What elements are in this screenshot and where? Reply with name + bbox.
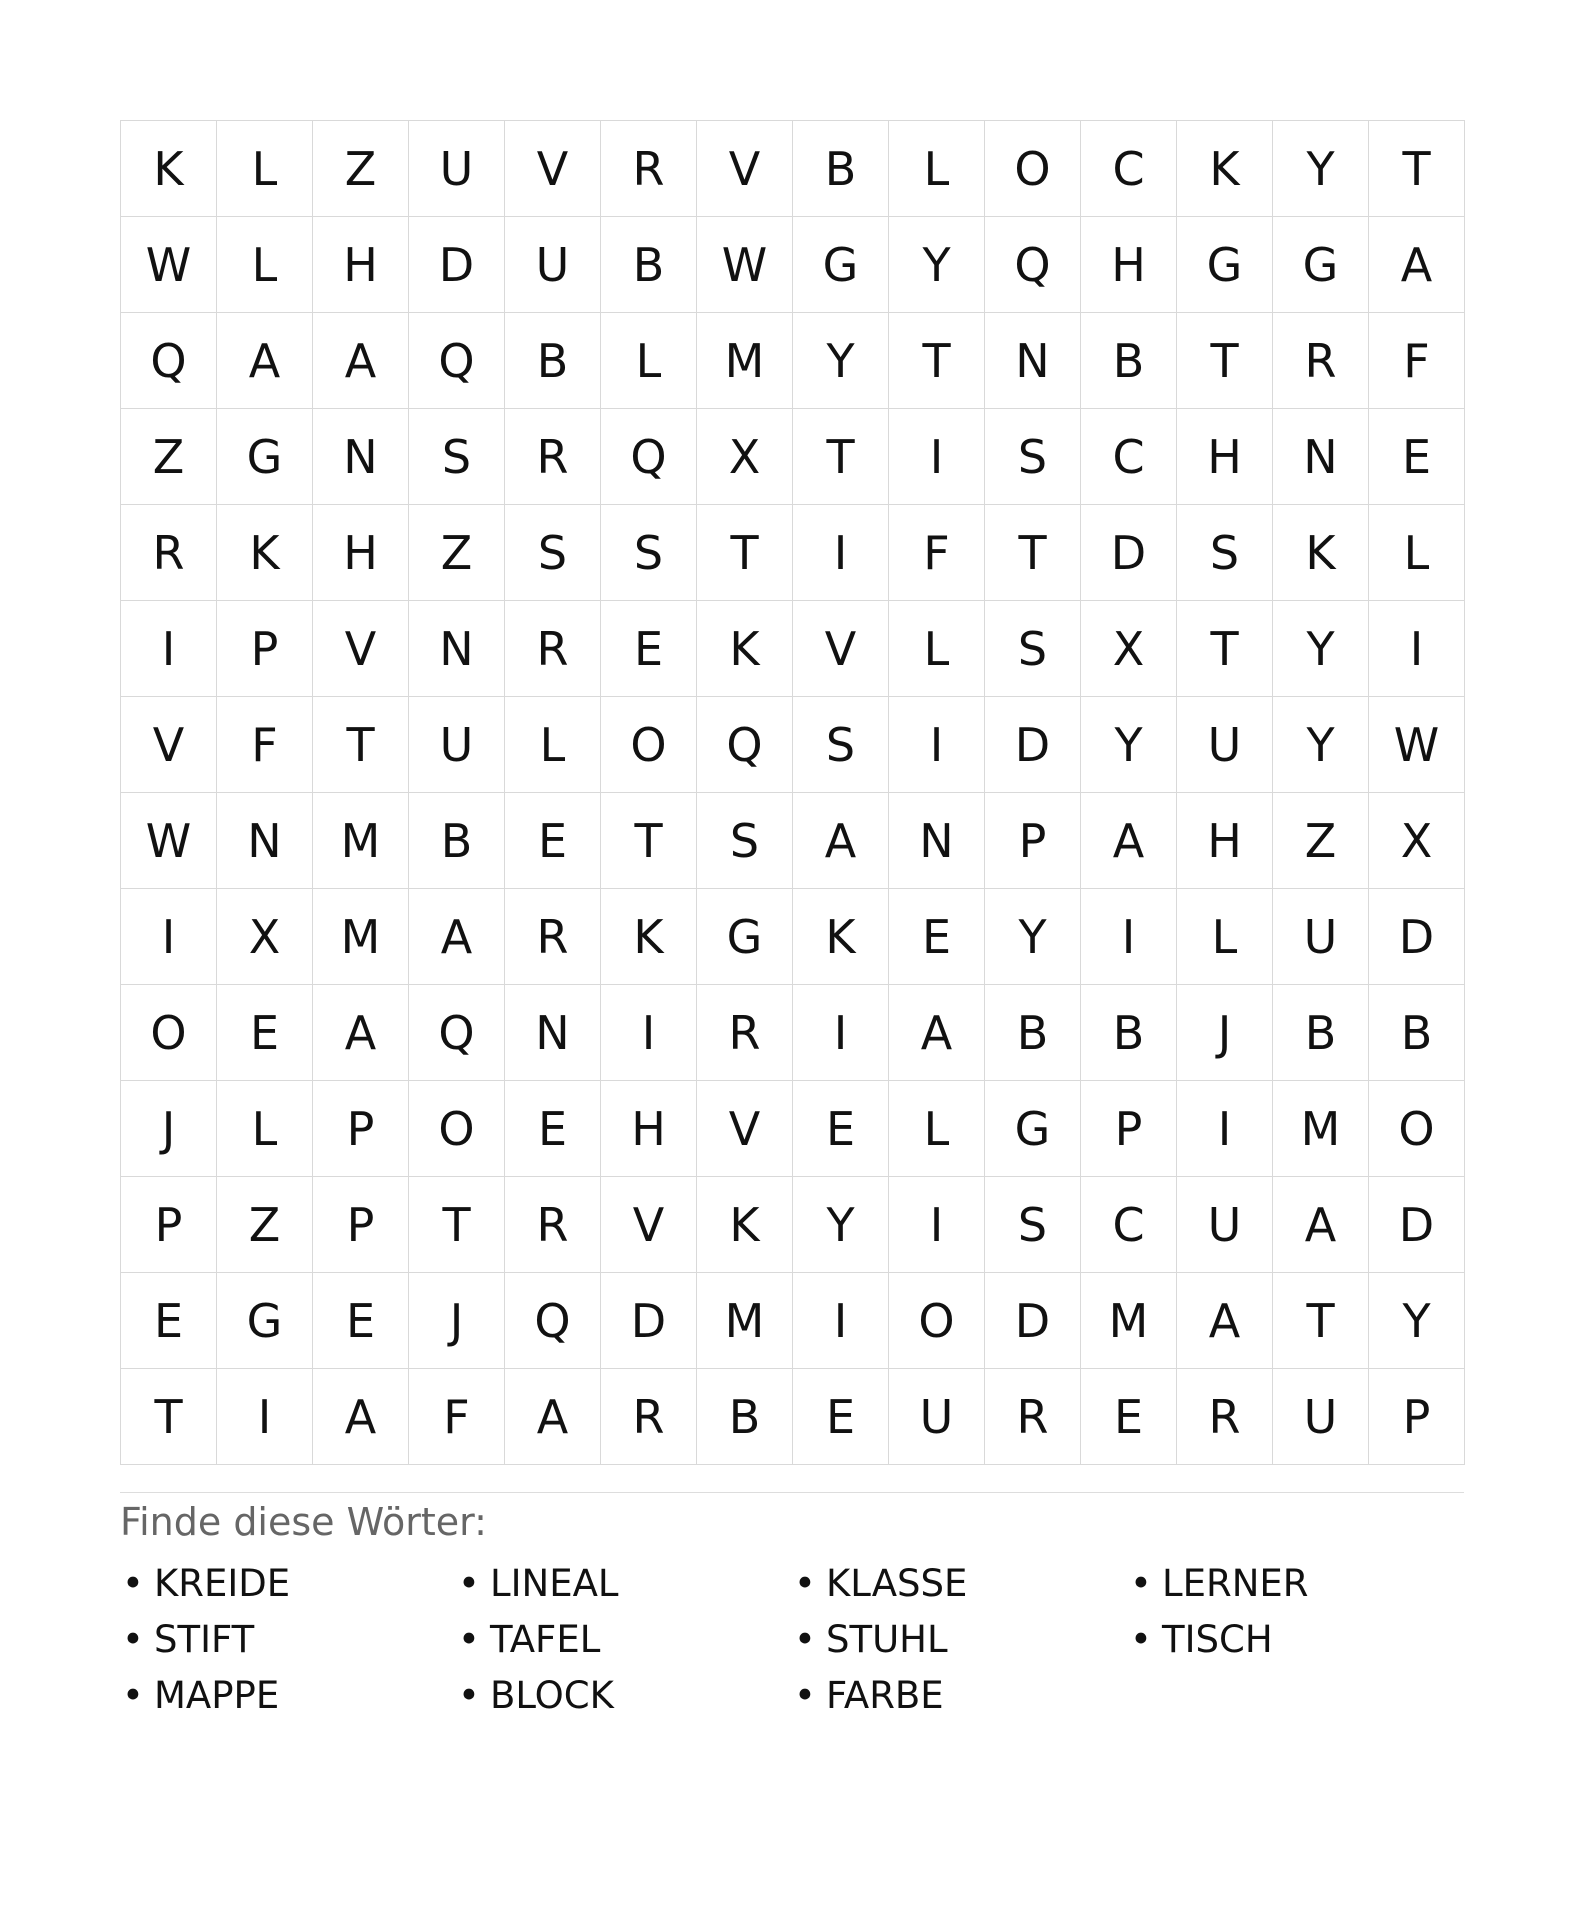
word-label: MAPPE xyxy=(154,1674,280,1717)
grid-cell[interactable]: T xyxy=(1273,1273,1369,1369)
word-list-item xyxy=(792,1612,1128,1668)
grid-cell[interactable]: F xyxy=(889,505,985,601)
grid-cell[interactable]: R xyxy=(121,505,217,601)
grid-cell[interactable]: L xyxy=(217,217,313,313)
word-list-item xyxy=(456,1612,792,1668)
grid-cell[interactable]: N xyxy=(409,601,505,697)
grid-cell[interactable]: L xyxy=(601,313,697,409)
grid-cell[interactable]: U xyxy=(1177,697,1273,793)
grid-cell[interactable]: Q xyxy=(985,217,1081,313)
grid-cell[interactable]: H xyxy=(1081,217,1177,313)
grid-cell[interactable]: Y xyxy=(1369,1273,1465,1369)
grid-cell[interactable]: I xyxy=(889,1177,985,1273)
grid-cell[interactable]: I xyxy=(889,409,985,505)
grid-cell[interactable]: A xyxy=(1081,793,1177,889)
grid-cell[interactable]: E xyxy=(793,1081,889,1177)
grid-cell[interactable]: N xyxy=(217,793,313,889)
grid-cell[interactable]: A xyxy=(217,313,313,409)
letter-grid xyxy=(120,120,1465,1465)
grid-cell[interactable]: V xyxy=(697,121,793,217)
grid-cell[interactable]: T xyxy=(409,1177,505,1273)
grid-cell[interactable]: R xyxy=(1177,1369,1273,1465)
grid-cell[interactable]: Y xyxy=(793,1177,889,1273)
bullet-icon: • xyxy=(122,1618,144,1661)
grid-cell[interactable]: O xyxy=(985,121,1081,217)
word-list-item xyxy=(120,1556,456,1612)
grid-cell[interactable]: Z xyxy=(409,505,505,601)
grid-cell[interactable]: L xyxy=(1177,889,1273,985)
grid-cell[interactable]: B xyxy=(697,1369,793,1465)
word-label: FARBE xyxy=(826,1674,944,1717)
grid-cell[interactable]: E xyxy=(889,889,985,985)
grid-cell[interactable]: M xyxy=(1273,1081,1369,1177)
grid-cell[interactable]: I xyxy=(1081,889,1177,985)
grid-cell[interactable]: G xyxy=(1273,217,1369,313)
bullet-icon: • xyxy=(1130,1562,1152,1605)
grid-cell[interactable]: O xyxy=(601,697,697,793)
grid-cell[interactable]: I xyxy=(889,697,985,793)
grid-cell[interactable]: U xyxy=(409,697,505,793)
word-list-item xyxy=(792,1668,1128,1724)
bullet-icon: • xyxy=(794,1562,816,1605)
grid-cell[interactable]: K xyxy=(697,1177,793,1273)
grid-cell[interactable]: L xyxy=(889,601,985,697)
grid-cell[interactable]: S xyxy=(1177,505,1273,601)
grid-cell[interactable]: F xyxy=(409,1369,505,1465)
grid-cell[interactable]: R xyxy=(1273,313,1369,409)
word-list xyxy=(120,1556,1464,1724)
grid-cell[interactable]: T xyxy=(793,409,889,505)
word-label: LERNER xyxy=(1162,1562,1309,1605)
grid-cell[interactable]: I xyxy=(793,1273,889,1369)
word-list-heading: Finde diese Wörter: xyxy=(120,1500,487,1544)
grid-cell[interactable]: L xyxy=(217,1081,313,1177)
grid-cell[interactable]: Z xyxy=(217,1177,313,1273)
grid-cell[interactable]: K xyxy=(1177,121,1273,217)
grid-cell[interactable]: I xyxy=(793,505,889,601)
grid-cell[interactable]: U xyxy=(409,121,505,217)
grid-cell[interactable]: R xyxy=(697,985,793,1081)
grid-cell[interactable]: Q xyxy=(505,1273,601,1369)
grid-cell[interactable]: E xyxy=(505,793,601,889)
grid-cell[interactable]: M xyxy=(697,1273,793,1369)
grid-cell[interactable]: A xyxy=(505,1369,601,1465)
grid-cell[interactable]: X xyxy=(697,409,793,505)
grid-cell[interactable]: P xyxy=(121,1177,217,1273)
grid-cell[interactable]: P xyxy=(217,601,313,697)
grid-cell[interactable]: S xyxy=(409,409,505,505)
grid-cell[interactable]: W xyxy=(121,793,217,889)
grid-cell[interactable]: R xyxy=(505,601,601,697)
grid-cell[interactable]: E xyxy=(1081,1369,1177,1465)
grid-cell[interactable]: S xyxy=(793,697,889,793)
grid-cell[interactable]: A xyxy=(409,889,505,985)
grid-cell[interactable]: T xyxy=(601,793,697,889)
grid-cell[interactable]: R xyxy=(985,1369,1081,1465)
grid-cell[interactable]: H xyxy=(313,505,409,601)
grid-cell[interactable]: N xyxy=(889,793,985,889)
word-label: STIFT xyxy=(154,1618,255,1661)
grid-cell[interactable]: T xyxy=(121,1369,217,1465)
grid-cell[interactable]: A xyxy=(313,1369,409,1465)
grid-cell[interactable]: T xyxy=(1177,601,1273,697)
grid-cell[interactable]: A xyxy=(1369,217,1465,313)
grid-cell[interactable]: R xyxy=(505,409,601,505)
grid-cell[interactable]: B xyxy=(1081,985,1177,1081)
grid-cell[interactable]: S xyxy=(985,409,1081,505)
grid-cell[interactable]: D xyxy=(1369,1177,1465,1273)
grid-cell[interactable]: F xyxy=(217,697,313,793)
grid-cell[interactable]: B xyxy=(601,217,697,313)
grid-cell[interactable]: Y xyxy=(1273,121,1369,217)
bullet-icon: • xyxy=(122,1562,144,1605)
grid-cell[interactable]: E xyxy=(217,985,313,1081)
grid-cell[interactable]: K xyxy=(1273,505,1369,601)
grid-cell[interactable]: M xyxy=(313,889,409,985)
grid-cell[interactable]: V xyxy=(601,1177,697,1273)
grid-cell[interactable]: S xyxy=(505,505,601,601)
grid-cell[interactable]: R xyxy=(505,889,601,985)
grid-cell[interactable]: Y xyxy=(1273,697,1369,793)
grid-cell[interactable]: B xyxy=(1081,313,1177,409)
grid-cell[interactable]: U xyxy=(1177,1177,1273,1273)
grid-cell[interactable]: G xyxy=(217,409,313,505)
grid-cell[interactable]: C xyxy=(1081,409,1177,505)
grid-cell[interactable]: A xyxy=(793,793,889,889)
word-label: TAFEL xyxy=(490,1618,601,1661)
grid-cell[interactable]: X xyxy=(1081,601,1177,697)
word-label: LINEAL xyxy=(490,1562,619,1605)
grid-cell[interactable]: D xyxy=(409,217,505,313)
grid-cell[interactable]: C xyxy=(1081,1177,1177,1273)
grid-cell[interactable]: P xyxy=(1369,1369,1465,1465)
grid-cell[interactable]: P xyxy=(1081,1081,1177,1177)
grid-cell[interactable]: V xyxy=(313,601,409,697)
grid-cell[interactable]: R xyxy=(601,121,697,217)
word-list-item xyxy=(120,1612,456,1668)
grid-cell[interactable]: W xyxy=(1369,697,1465,793)
grid-cell[interactable]: U xyxy=(1273,1369,1369,1465)
grid-cell[interactable]: E xyxy=(313,1273,409,1369)
grid-cell[interactable]: B xyxy=(1369,985,1465,1081)
grid-cell[interactable]: V xyxy=(121,697,217,793)
grid-cell[interactable]: V xyxy=(505,121,601,217)
grid-cell[interactable]: L xyxy=(889,121,985,217)
grid-cell[interactable]: K xyxy=(121,121,217,217)
grid-cell[interactable]: S xyxy=(601,505,697,601)
grid-cell[interactable]: T xyxy=(985,505,1081,601)
grid-cell[interactable]: O xyxy=(889,1273,985,1369)
grid-cell[interactable]: A xyxy=(1273,1177,1369,1273)
word-list-item xyxy=(456,1556,792,1612)
grid-cell[interactable]: L xyxy=(889,1081,985,1177)
grid-cell[interactable]: K xyxy=(601,889,697,985)
grid-cell[interactable]: T xyxy=(697,505,793,601)
word-list-item xyxy=(1128,1612,1464,1668)
grid-cell[interactable]: X xyxy=(1369,793,1465,889)
bullet-icon: • xyxy=(794,1618,816,1661)
grid-cell[interactable]: I xyxy=(217,1369,313,1465)
bullet-icon: • xyxy=(122,1674,144,1717)
grid-cell[interactable]: I xyxy=(793,985,889,1081)
grid-cell[interactable]: V xyxy=(697,1081,793,1177)
grid-cell[interactable]: R xyxy=(505,1177,601,1273)
grid-cell[interactable]: B xyxy=(505,313,601,409)
grid-cell[interactable]: S xyxy=(985,1177,1081,1273)
grid-cell[interactable]: Q xyxy=(409,985,505,1081)
grid-cell[interactable]: H xyxy=(601,1081,697,1177)
bullet-icon: • xyxy=(794,1674,816,1717)
word-label: KREIDE xyxy=(154,1562,291,1605)
grid-cell[interactable]: L xyxy=(217,121,313,217)
grid-cell[interactable]: Y xyxy=(1081,697,1177,793)
grid-cell[interactable]: I xyxy=(121,889,217,985)
word-label: STUHL xyxy=(826,1618,948,1661)
grid-cell[interactable]: P xyxy=(985,793,1081,889)
grid-cell[interactable]: D xyxy=(1369,889,1465,985)
grid-cell[interactable]: G xyxy=(217,1273,313,1369)
grid-cell[interactable]: U xyxy=(505,217,601,313)
grid-cell[interactable]: G xyxy=(1177,217,1273,313)
grid-cell[interactable]: S xyxy=(697,793,793,889)
grid-cell[interactable]: I xyxy=(1369,601,1465,697)
grid-cell[interactable]: L xyxy=(505,697,601,793)
grid-cell[interactable]: Z xyxy=(313,121,409,217)
grid-cell[interactable]: Q xyxy=(121,313,217,409)
grid-cell[interactable]: G xyxy=(793,217,889,313)
grid-cell[interactable]: N xyxy=(1273,409,1369,505)
grid-cell[interactable]: D xyxy=(985,697,1081,793)
grid-cell[interactable]: S xyxy=(985,601,1081,697)
grid-cell[interactable]: Q xyxy=(697,697,793,793)
divider xyxy=(120,1492,1464,1493)
grid-cell[interactable]: M xyxy=(313,793,409,889)
grid-cell[interactable]: E xyxy=(121,1273,217,1369)
grid-cell[interactable]: Y xyxy=(889,217,985,313)
word-label: KLASSE xyxy=(826,1562,968,1605)
grid-cell[interactable]: R xyxy=(601,1369,697,1465)
grid-cell[interactable]: I xyxy=(601,985,697,1081)
grid-cell[interactable]: X xyxy=(217,889,313,985)
grid-cell[interactable]: Z xyxy=(1273,793,1369,889)
grid-cell[interactable]: J xyxy=(121,1081,217,1177)
grid-cell[interactable]: Z xyxy=(121,409,217,505)
grid-cell[interactable]: K xyxy=(793,889,889,985)
bullet-icon: • xyxy=(1130,1618,1152,1661)
grid-cell[interactable]: W xyxy=(697,217,793,313)
grid-cell[interactable]: O xyxy=(1369,1081,1465,1177)
grid-cell[interactable]: N xyxy=(313,409,409,505)
grid-cell[interactable]: T xyxy=(313,697,409,793)
word-list-item xyxy=(792,1556,1128,1612)
grid-cell[interactable]: P xyxy=(313,1177,409,1273)
grid-cell[interactable]: O xyxy=(409,1081,505,1177)
grid-cell[interactable]: E xyxy=(601,601,697,697)
grid-cell[interactable]: B xyxy=(985,985,1081,1081)
word-list-item xyxy=(1128,1556,1464,1612)
grid-cell[interactable]: E xyxy=(1369,409,1465,505)
word-list-item xyxy=(120,1668,456,1724)
grid-cell[interactable]: L xyxy=(1369,505,1465,601)
grid-cell[interactable]: U xyxy=(1273,889,1369,985)
grid-cell[interactable]: J xyxy=(409,1273,505,1369)
grid-cell[interactable]: U xyxy=(889,1369,985,1465)
grid-cell[interactable]: A xyxy=(313,985,409,1081)
grid-cell[interactable]: J xyxy=(1177,985,1273,1081)
grid-cell[interactable]: A xyxy=(1177,1273,1273,1369)
grid-cell[interactable]: A xyxy=(889,985,985,1081)
grid-cell[interactable]: H xyxy=(1177,409,1273,505)
grid-cell[interactable]: D xyxy=(1081,505,1177,601)
grid-cell[interactable]: G xyxy=(697,889,793,985)
bullet-icon: • xyxy=(458,1674,480,1717)
grid-cell[interactable]: P xyxy=(313,1081,409,1177)
grid-cell[interactable]: N xyxy=(985,313,1081,409)
grid-cell[interactable]: H xyxy=(1177,793,1273,889)
word-list-item xyxy=(456,1668,792,1724)
grid-cell[interactable]: Y xyxy=(985,889,1081,985)
grid-cell[interactable]: M xyxy=(1081,1273,1177,1369)
grid-cell[interactable]: I xyxy=(121,601,217,697)
grid-cell[interactable]: T xyxy=(889,313,985,409)
word-label: BLOCK xyxy=(490,1674,614,1717)
grid-cell[interactable]: B xyxy=(1273,985,1369,1081)
grid-cell[interactable]: G xyxy=(985,1081,1081,1177)
grid-cell[interactable]: B xyxy=(793,121,889,217)
grid-cell[interactable]: E xyxy=(793,1369,889,1465)
grid-cell[interactable]: W xyxy=(121,217,217,313)
word-label: TISCH xyxy=(1162,1618,1273,1661)
grid-cell[interactable]: B xyxy=(409,793,505,889)
grid-cell[interactable]: C xyxy=(1081,121,1177,217)
grid-cell[interactable]: Q xyxy=(601,409,697,505)
grid-cell[interactable]: K xyxy=(697,601,793,697)
grid-cell[interactable]: Y xyxy=(1273,601,1369,697)
grid-cell[interactable]: F xyxy=(1369,313,1465,409)
grid-cell[interactable]: O xyxy=(121,985,217,1081)
grid-cell[interactable]: K xyxy=(217,505,313,601)
grid-cell[interactable]: E xyxy=(505,1081,601,1177)
grid-cell[interactable]: H xyxy=(313,217,409,313)
grid-cell[interactable]: D xyxy=(985,1273,1081,1369)
bullet-icon: • xyxy=(458,1562,480,1605)
grid-cell[interactable]: A xyxy=(313,313,409,409)
grid-cell[interactable]: Q xyxy=(409,313,505,409)
grid-cell[interactable]: N xyxy=(505,985,601,1081)
bullet-icon: • xyxy=(458,1618,480,1661)
grid-cell[interactable]: D xyxy=(601,1273,697,1369)
grid-cell[interactable]: I xyxy=(1177,1081,1273,1177)
grid-cell[interactable]: T xyxy=(1177,313,1273,409)
grid-cell[interactable]: M xyxy=(697,313,793,409)
grid-cell[interactable]: Y xyxy=(793,313,889,409)
grid-cell[interactable]: V xyxy=(793,601,889,697)
grid-cell[interactable]: T xyxy=(1369,121,1465,217)
